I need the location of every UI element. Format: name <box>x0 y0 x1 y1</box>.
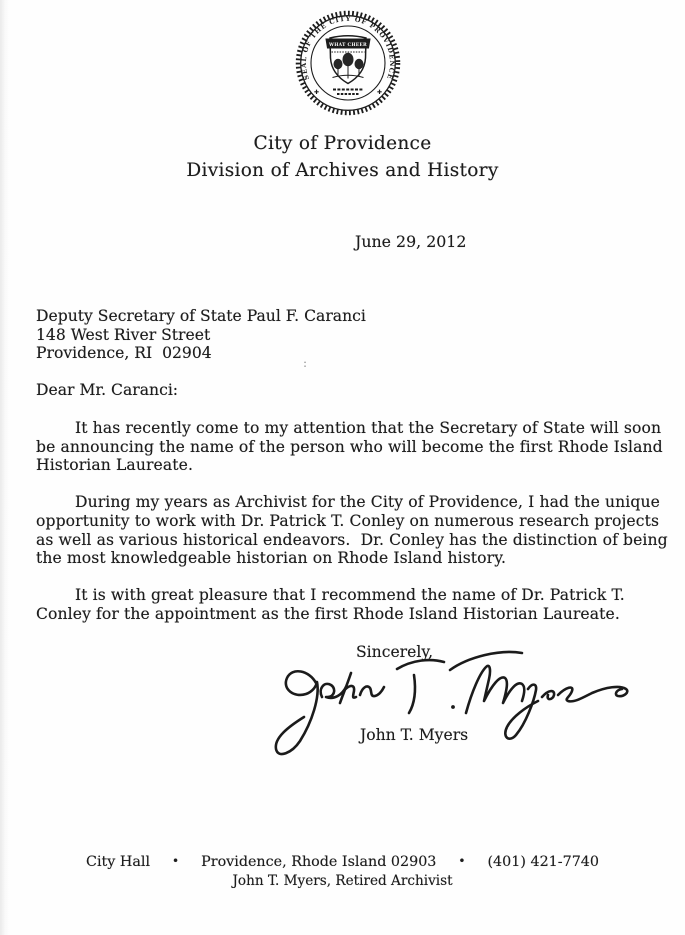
letter-footer <box>0 853 685 890</box>
signature-john-t-myers <box>254 645 644 765</box>
signature-period-dot <box>451 705 455 709</box>
signature-o-stroke <box>321 684 346 698</box>
recipient-street-line: 148 West River Street <box>36 325 211 344</box>
body-line: It is with great pleasure that I recommend the name of Dr. Patrick T. <box>75 586 625 605</box>
paragraph-1 <box>36 419 668 475</box>
seal-cross-right-icon: ✚ <box>376 89 383 96</box>
signature-j-stroke <box>276 671 318 754</box>
seal-bottom-fine-print <box>333 90 363 95</box>
seal-ring-text: SEAL OF THE CITY OF PROVIDENCE <box>299 14 397 81</box>
footer-bullet-icon: • <box>458 854 466 868</box>
body-line: opportunity to work with Dr. Patrick T. Conley on numerous research projects <box>36 511 660 530</box>
signature-n-stroke <box>360 686 384 696</box>
seal-cross-left-icon: ✚ <box>313 89 320 96</box>
body-line: be announcing the name of the person who will become the first Rhode Island <box>36 437 663 456</box>
paragraph-2 <box>36 493 668 567</box>
signature-flourish-stroke <box>450 652 522 670</box>
salutation: Dear Mr. Caranci: <box>36 381 179 399</box>
body-line: Historian Laureate. <box>36 456 194 475</box>
footer-phone: (401) 421-7740 <box>487 854 599 870</box>
signer-typed-name: John T. Myers <box>360 726 469 744</box>
letterhead <box>0 131 685 184</box>
body-line: Conley for the appointment as the first Rhode Island Historian Laureate. <box>36 604 620 623</box>
recipient-city-line: Providence, RI 02904 <box>36 344 212 362</box>
valediction: Sincerely, <box>356 643 434 661</box>
body-line: the most knowledgeable historian on Rhode Island history. <box>36 549 507 568</box>
signature-m-stroke <box>466 666 524 713</box>
seal-banner-text: WHAT CHEER <box>328 42 368 48</box>
providence-city-seal-icon <box>285 8 411 118</box>
scan-artifact-mark: : <box>303 356 308 370</box>
recipient-address-block <box>36 307 366 363</box>
body-line: During my years as Archivist for the City of Providence, I had the unique <box>75 493 660 512</box>
signature-ers-stroke <box>542 687 627 701</box>
signature-t-bar-stroke <box>397 660 444 669</box>
signature-h-stroke <box>340 673 356 703</box>
body-line: as well as various historical endeavors. Dr. Conley has the distinction of being <box>36 530 668 549</box>
footer-contact-line <box>0 853 685 871</box>
signature-y-stroke <box>505 685 538 739</box>
signature-t-stem-stroke <box>409 675 415 713</box>
letterhead-division: Division of Archives and History <box>186 159 499 181</box>
letter-body <box>36 419 668 624</box>
recipient-name-line: Deputy Secretary of State Paul F. Caranci <box>36 307 366 325</box>
letterhead-organization: City of Providence <box>253 133 432 154</box>
footer-archivist-line: John T. Myers, Retired Archivist <box>232 873 453 889</box>
date-line: June 29, 2012 <box>355 232 467 251</box>
body-line: It has recently come to my attention that the Secretary of State will soon <box>75 419 662 437</box>
footer-address: Providence, Rhode Island 02903 <box>201 854 437 870</box>
paragraph-3 <box>36 586 668 623</box>
footer-bullet-icon: • <box>172 854 180 868</box>
footer-city-hall: City Hall <box>86 854 151 870</box>
